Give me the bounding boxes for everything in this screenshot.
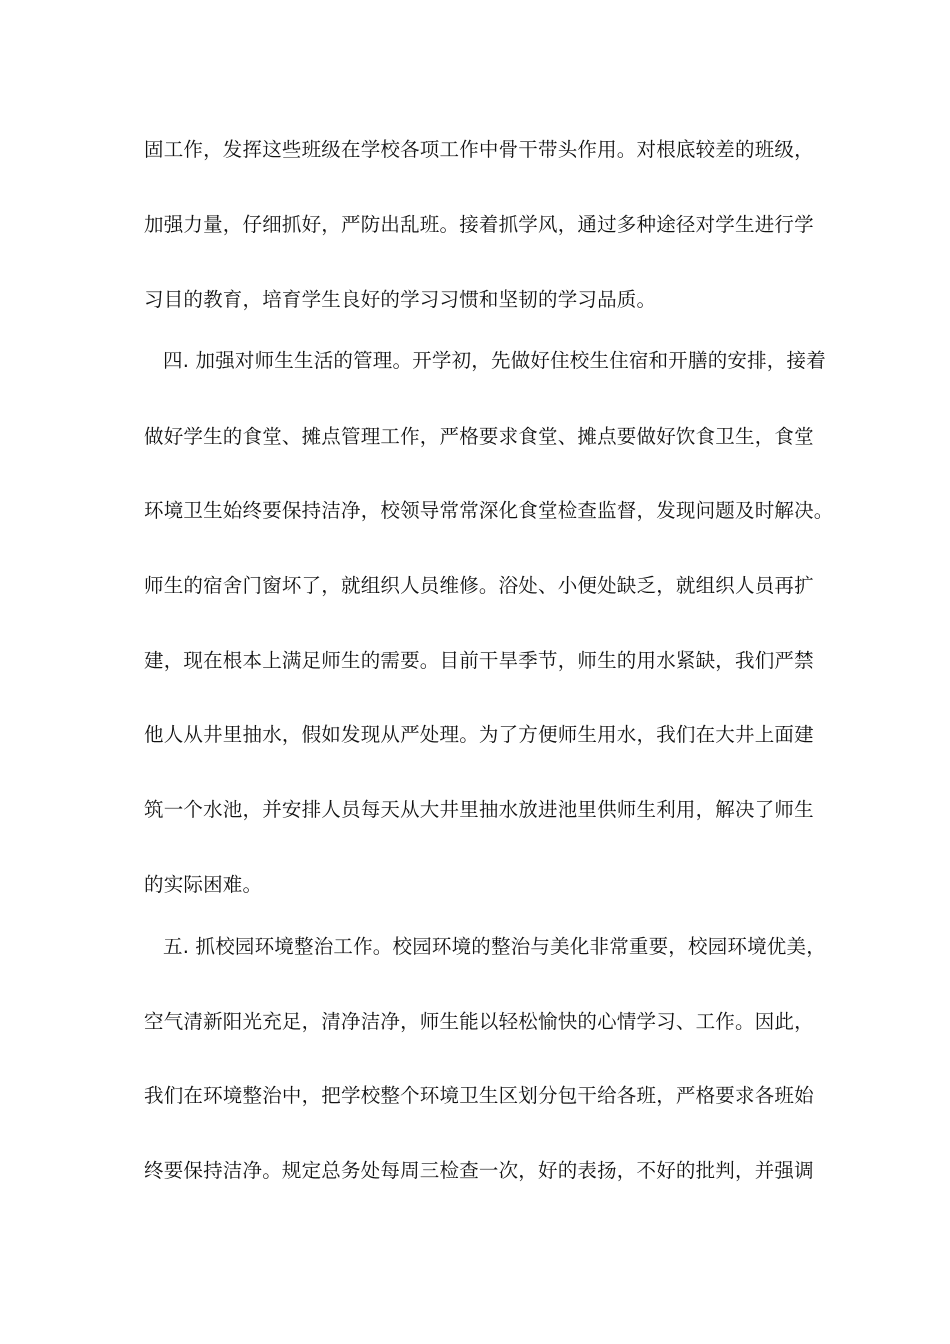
paragraph-line: 的实际困难。	[144, 873, 263, 896]
paragraph-line: 固工作，发挥这些班级在学校各项工作中骨干带头作用。对根底较差的班级，	[144, 138, 814, 161]
paragraph-line: 五. 抓校园环境整治工作。校园环境的整治与美化非常重要，校园环境优美，	[163, 935, 826, 958]
paragraph-line: 空气清新阳光充足，清净洁净，师生能以轻松愉快的心情学习、工作。因此，	[144, 1010, 814, 1033]
paragraph-line: 我们在环境整治中，把学校整个环境卫生区划分包干给各班，严格要求各班始	[144, 1084, 814, 1107]
paragraph-line: 筑一个水池，并安排人员每天从大井里抽水放进池里供师生利用，解决了师生	[144, 798, 814, 821]
paragraph-line: 终要保持洁净。规定总务处每周三检查一次，好的表扬，不好的批判，并强调	[144, 1159, 814, 1182]
paragraph-line: 他人从井里抽水，假如发现从严处理。为了方便师生用水，我们在大井上面建	[144, 723, 814, 746]
paragraph-line: 师生的宿舍门窗坏了，就组织人员维修。浴处、小便处缺乏，就组织人员再扩	[144, 574, 814, 597]
paragraph-line: 环境卫生始终要保持洁净，校领导常常深化食堂检查监督，发现问题及时解决。	[144, 499, 834, 522]
paragraph-line: 习目的教育，培育学生良好的学习习惯和坚韧的学习品质。	[144, 288, 657, 311]
paragraph-line: 建，现在根本上满足师生的需要。目前干旱季节，师生的用水紧缺，我们严禁	[144, 649, 814, 672]
paragraph-line: 加强力量，仔细抓好，严防出乱班。接着抓学风，通过多种途径对学生进行学	[144, 213, 814, 236]
paragraph-line: 做好学生的食堂、摊点管理工作，严格要求食堂、摊点要做好饮食卫生，食堂	[144, 425, 814, 448]
paragraph-line: 四. 加强对师生生活的管理。开学初，先做好住校生住宿和开膳的安排，接着	[163, 349, 826, 372]
